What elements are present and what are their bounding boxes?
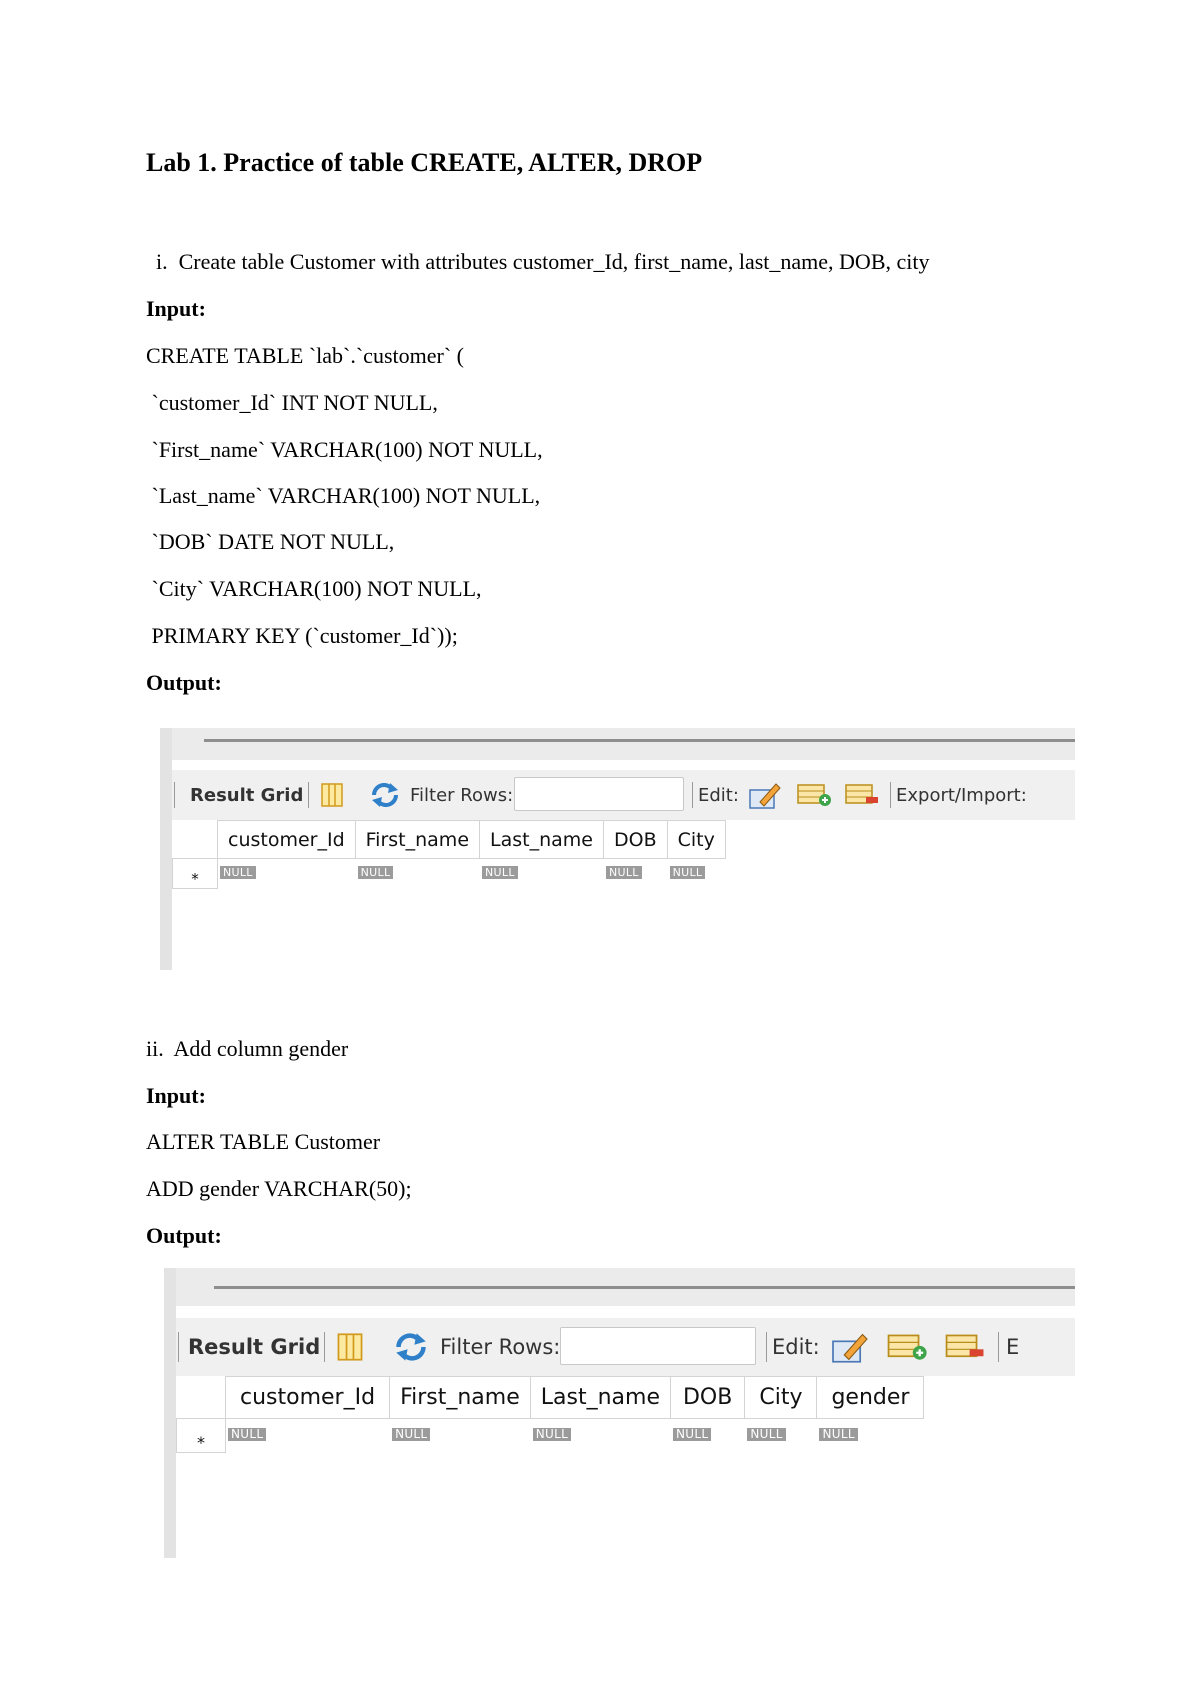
add-row-icon[interactable] [796,770,832,820]
row-header-corner [177,1377,226,1419]
column-header[interactable]: City [667,821,725,859]
null-cell[interactable]: NULL [606,866,642,879]
divider-rule [214,1286,1075,1289]
edit-label: Edit: [772,1335,820,1359]
header-row [177,1377,924,1419]
null-cell[interactable]: NULL [747,1428,785,1441]
result-toolbar [172,770,1075,820]
toolbar-separator [308,782,309,808]
filter-rows-label: Filter Rows: [440,1335,561,1359]
edit-row-icon[interactable] [748,770,782,820]
result-grid-tab[interactable]: Result Grid [188,1335,321,1359]
column-header[interactable]: City [745,1377,817,1419]
result-grid-screenshot-1 [160,728,1075,970]
filter-rows-input[interactable] [514,777,684,811]
toolbar-separator [178,1332,179,1362]
table-row[interactable] [177,1419,924,1453]
code-line: `customer_Id` INT NOT NULL, [146,390,438,415]
null-cell[interactable]: NULL [482,866,518,879]
column-header[interactable]: customer_Id [226,1377,390,1419]
column-header[interactable]: Last_name [480,821,604,859]
export-import-label[interactable]: Export/Import: [896,784,1027,806]
result-grid-table [176,1376,924,1453]
null-cell[interactable]: NULL [670,866,706,879]
null-cell[interactable]: NULL [533,1428,571,1441]
code-line: PRIMARY KEY (`customer_Id`)); [146,623,458,648]
output-label-1: Output: [146,670,222,695]
null-cell[interactable]: NULL [673,1428,711,1441]
code-line: ADD gender VARCHAR(50); [146,1176,412,1201]
toolbar-separator [324,1332,325,1362]
task-2-text: ii. Add column gender [146,1036,349,1061]
delete-row-icon[interactable] [944,1318,986,1376]
code-line: ALTER TABLE Customer [146,1129,381,1154]
refresh-icon[interactable] [370,770,400,820]
edit-row-icon[interactable] [830,1318,870,1376]
column-header[interactable]: DOB [670,1377,744,1419]
code-line: `DOB` DATE NOT NULL, [146,529,395,554]
result-toolbar [176,1318,1075,1376]
divider-rule [204,739,1075,742]
input-label-2: Input: [146,1083,206,1108]
edit-label: Edit: [698,784,739,806]
input-label-1: Input: [146,296,206,321]
page-title: Lab 1. Practice of table CREATE, ALTER, DROP [146,148,703,177]
refresh-icon[interactable] [394,1318,428,1376]
screenshot-left-strip [164,1268,176,1558]
row-header-corner [173,821,218,859]
code-line: CREATE TABLE `lab`.`customer` ( [146,343,464,368]
column-header[interactable]: customer_Id [218,821,356,859]
filter-rows-label: Filter Rows: [410,784,514,806]
toolbar-separator [998,1332,999,1362]
toolbar-separator [692,782,693,808]
column-header[interactable]: DOB [603,821,667,859]
null-cell[interactable]: NULL [220,866,256,879]
toolbar-separator [766,1332,767,1362]
result-grid-table [172,820,726,889]
column-header[interactable]: gender [817,1377,924,1419]
toolbar-separator [890,782,891,808]
table-row[interactable] [173,859,726,889]
code-line: `Last_name` VARCHAR(100) NOT NULL, [146,483,541,508]
row-marker: * [177,1419,226,1453]
column-toggle-icon[interactable] [320,770,344,820]
row-marker: * [173,859,218,889]
task-1-text: i. Create table Customer with attributes customer_Id, first_name, last_name, DOB, city [156,249,930,274]
null-cell[interactable]: NULL [392,1428,430,1441]
header-row [173,821,726,859]
code-line: `First_name` VARCHAR(100) NOT NULL, [146,437,543,462]
result-grid-screenshot-2 [164,1268,1075,1558]
toolbar-separator [174,782,175,808]
null-cell[interactable]: NULL [819,1428,857,1441]
column-header[interactable]: First_name [390,1377,531,1419]
code-line: `City` VARCHAR(100) NOT NULL, [146,576,482,601]
add-row-icon[interactable] [886,1318,928,1376]
result-grid-tab[interactable]: Result Grid [190,784,304,806]
export-import-label[interactable]: E [1006,1335,1020,1359]
column-header[interactable]: Last_name [530,1377,670,1419]
filter-rows-input[interactable] [560,1327,756,1365]
screenshot-top-frame [172,728,1075,760]
screenshot-left-strip [160,728,172,970]
column-toggle-icon[interactable] [336,1318,364,1376]
delete-row-icon[interactable] [844,770,880,820]
output-label-2: Output: [146,1223,222,1248]
null-cell[interactable]: NULL [228,1428,266,1441]
column-header[interactable]: First_name [355,821,479,859]
null-cell[interactable]: NULL [358,866,394,879]
